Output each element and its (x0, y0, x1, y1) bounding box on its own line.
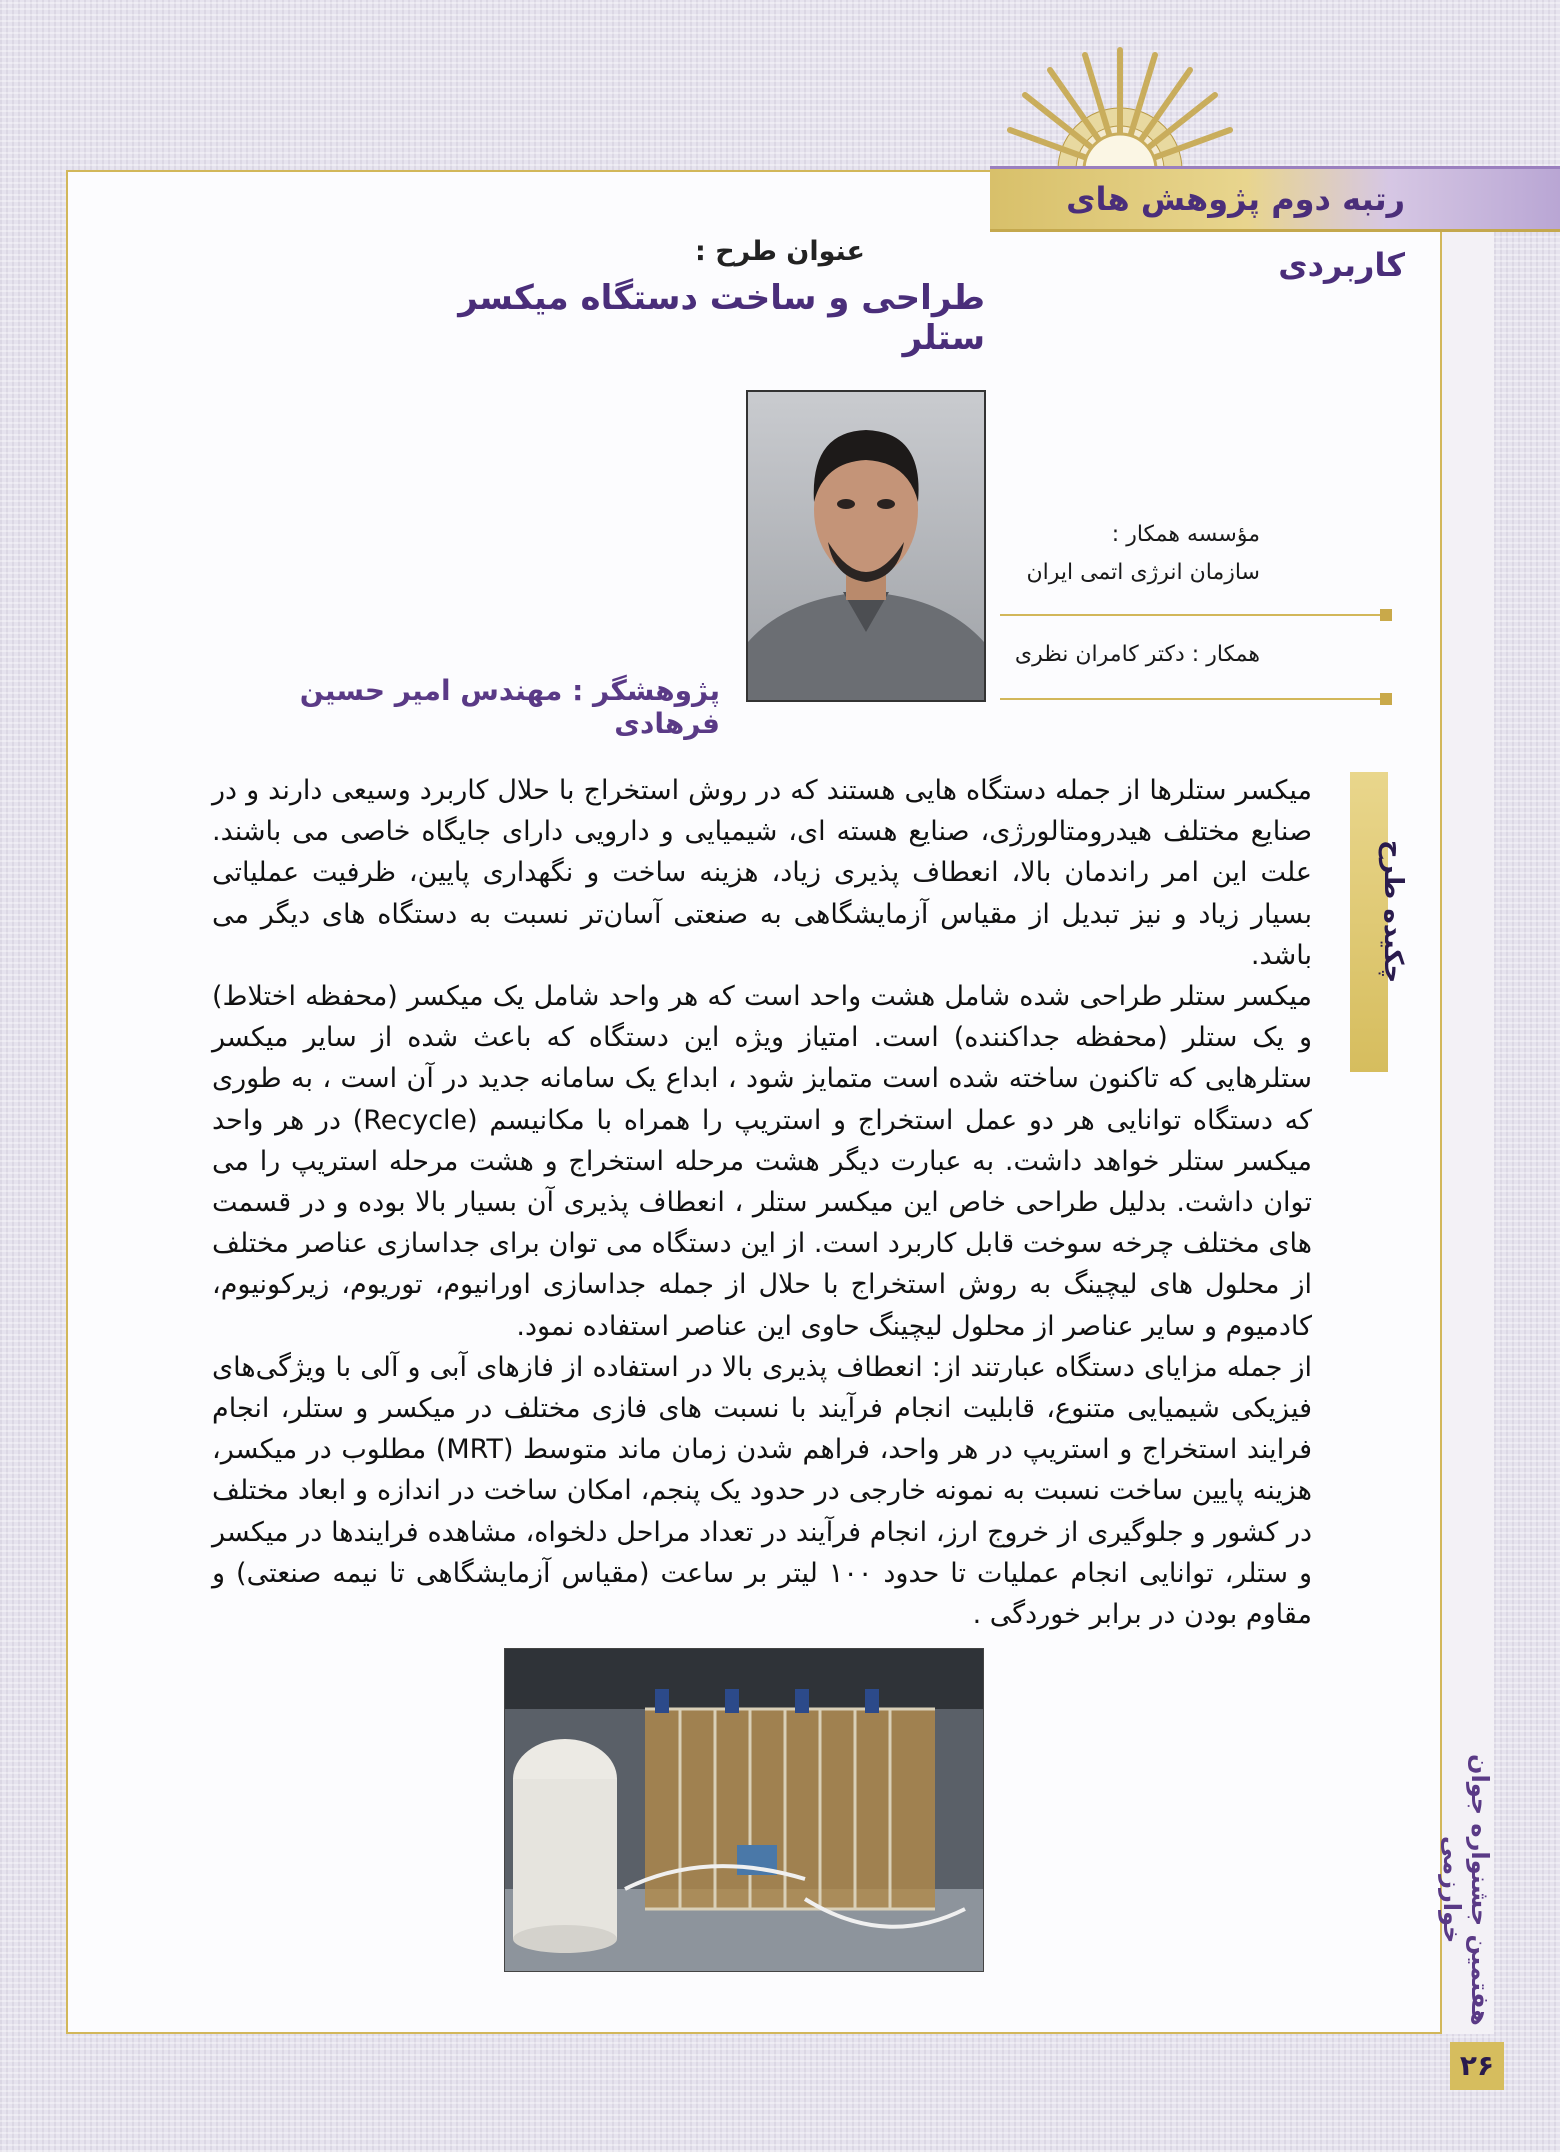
researcher-name: پژوهشگر : مهندس امیر حسین فرهادی (299, 674, 720, 740)
divider-dot-icon (1380, 693, 1392, 705)
portrait-image-icon (748, 392, 984, 700)
section-banner-title: رتبه دوم پژوهش های کاربردی (1066, 180, 1405, 284)
abstract-paragraph: از جمله مزایای دستگاه عبارتند از: انعطاف پذیری بالا در استفاده از فازهای آبی و آلی با ویژگی‌های فیزیکی شیمیایی متنوع، قابلیت انجام فرآیند با نسبت های فازی مختلف در میکسر و ستلر، انجام فرایند استخراج و استریپ در هر واحد، فراهم شدن زمان ماند متوسط (MRT) مطلوب در میکسر، هزینه پایین ساخت نسبت به نمونه خارجی در حدود یک پنجم، امکان ساخت در اندازه و ابعاد مختلف در کشور و جلوگیری از خروج ارز، انجام فرآیند در تعداد مراحل دلخواه، مشاهده فرایندها در میکسر و ستلر، توانایی انجام عملیات تا حدود ۱۰۰ لیتر بر ساعت (مقیاس آزمایشگاهی تا نیمه صنعتی) و مقاوم بودن در برابر خوردگی . (212, 1351, 1312, 1631)
publication-name: هفتمین جشنواره جوان خوارزمی (1438, 1754, 1494, 2026)
abstract-paragraph: میکسر ستلرها از جمله دستگاه هایی هستند که در روش استخراج با حلال کاربرد وسیعی دارند و در صنایع مختلف هیدرومتالورژی، صنایع هسته ای، شیمیایی و دارویی دارای جایگاه خاصی می باشند. علت این امر راندمان بالا، انعطاف پذیری زیاد، هزینه ساخت و نگهداری پایین، ظرفیت عملیاتی بسیار زیاد و نیز تبدیل از مقیاس آزمایشگاهی به صنعتی آسان‌تر نسبت به دستگاه های دیگر می باشد. (212, 775, 1312, 971)
abstract-body (212, 770, 1312, 1635)
project-title: طراحی و ساخت دستگاه میکسر ستلر (458, 278, 985, 358)
divider-line (1000, 614, 1380, 616)
apparatus-photo (504, 1648, 984, 1972)
page-number: ۲۶ (1450, 2042, 1504, 2090)
abstract-tab-label: چکیده طرح (1378, 840, 1408, 984)
institute-name: سازمان انرژی اتمی ایران (1026, 560, 1260, 585)
institute-label: مؤسسه همکار : (1111, 522, 1260, 547)
project-title-label: عنوان طرح : (695, 236, 865, 267)
divider-dot-icon (1380, 609, 1392, 621)
abstract-paragraph: میکسر ستلر طراحی شده شامل هشت واحد است که هر واحد شامل یک میکسر (محفظه اختلاط) و یک ستلر (محفظه جداکننده) است. امتیاز ویژه این دستگاه که باعث شده از سایر میکسر ستلرهایی که تاکنون ساخته شده است متمایز شود ، ابداع یک سامانه جدید در آن است ، به طوری که دستگاه توانایی هر دو عمل استخراج و استریپ را همراه با مکانیسم (Recycle) در هر واحد میکسر ستلر خواهد داشت. به عبارت دیگر هشت مرحله استخراج و هشت مرحله استریپ را می توان داشت. بدلیل طراحی خاص این میکسر ستلر ، انعطاف پذیری آن بسیار بالا بوده و در قسمت های مختلف چرخه سوخت قابل کاربرد است. از این دستگاه می توان برای جداسازی عناصر مختلف از محلول های لیچینگ به روش استخراج با حلال از جمله جداسازی اورانیوم، توریوم، زیرکونیوم، کادمیوم و سایر عناصر از محلول لیچینگ حاوی این عناصر استفاده نمود. (212, 981, 1312, 1342)
divider-line (1000, 698, 1380, 700)
researcher-photo (746, 390, 986, 702)
collaborator: همکار : دکتر کامران نظری (1014, 642, 1260, 667)
mixer-settler-image-icon (505, 1649, 983, 1971)
